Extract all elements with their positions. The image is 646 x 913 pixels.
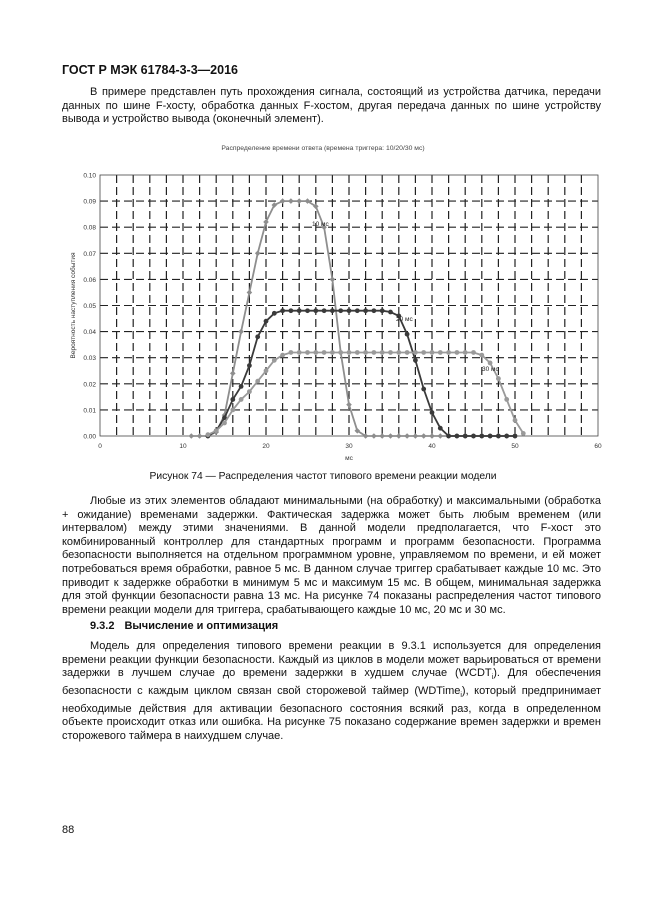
data-point xyxy=(230,397,235,402)
data-point xyxy=(230,371,236,377)
x-tick-label: 40 xyxy=(428,443,436,450)
y-tick-label: 0.08 xyxy=(83,224,96,232)
data-point xyxy=(446,434,451,439)
data-point xyxy=(363,308,368,313)
data-point xyxy=(189,433,195,439)
y-tick-label: 0.02 xyxy=(83,381,96,389)
data-point xyxy=(255,379,260,384)
y-tick-label: 0.04 xyxy=(83,329,96,337)
figure-caption: Рисунок 74 — Распределения частот типового времени реакции модели xyxy=(149,471,497,482)
data-point xyxy=(521,431,526,436)
data-point xyxy=(463,434,468,439)
x-axis-label: мс xyxy=(345,455,353,462)
data-point xyxy=(471,434,476,439)
data-point xyxy=(247,389,252,394)
y-tick-label: 0.01 xyxy=(83,407,96,415)
y-axis-label: Вероятность наступления события xyxy=(70,252,77,359)
data-point xyxy=(504,434,509,439)
x-tick-label: 50 xyxy=(511,443,519,450)
y-tick-label: 0.00 xyxy=(83,433,96,441)
data-point xyxy=(388,350,393,355)
data-point xyxy=(372,350,377,355)
data-point xyxy=(239,397,244,402)
data-point xyxy=(206,432,211,437)
chart-series xyxy=(189,198,526,438)
data-point xyxy=(338,308,343,313)
data-point xyxy=(297,350,302,355)
data-point xyxy=(255,251,261,257)
data-point xyxy=(413,350,418,355)
data-point xyxy=(197,433,203,439)
data-point xyxy=(322,350,327,355)
data-point xyxy=(272,311,277,316)
data-point xyxy=(239,384,244,389)
data-point xyxy=(479,353,484,358)
subscript-i: i xyxy=(460,692,462,700)
section-paragraph-part-2: ). Для обеспечения безопасности с каждым циклом связан свой сторожевой таймер (WDTime xyxy=(62,667,601,697)
y-tick-label: 0.09 xyxy=(83,198,96,206)
section-title: Вычисление и оптимизация xyxy=(124,620,279,632)
data-point xyxy=(305,308,310,313)
data-point xyxy=(479,434,484,439)
data-point xyxy=(471,350,476,355)
y-tick-label: 0.07 xyxy=(83,250,96,258)
data-point xyxy=(421,433,427,439)
data-point xyxy=(264,368,269,373)
data-point xyxy=(396,433,402,439)
data-point xyxy=(446,350,451,355)
data-point xyxy=(405,332,410,337)
data-point xyxy=(289,308,294,313)
data-point xyxy=(346,402,352,408)
data-point xyxy=(288,198,294,204)
data-point xyxy=(430,410,435,415)
x-tick-label: 10 xyxy=(179,443,187,450)
data-point xyxy=(513,418,518,423)
section-number: 9.3.2 xyxy=(90,620,115,632)
section-paragraph xyxy=(62,640,601,744)
data-point xyxy=(463,350,468,355)
series-label: 20 мс xyxy=(396,316,413,323)
data-point xyxy=(313,308,318,313)
data-point xyxy=(513,434,518,439)
data-point xyxy=(313,350,318,355)
data-point xyxy=(421,350,426,355)
x-tick-label: 60 xyxy=(594,443,602,450)
page-number: 88 xyxy=(62,824,75,836)
subscript-i: i xyxy=(491,674,494,682)
data-point xyxy=(388,310,393,315)
data-point xyxy=(455,434,460,439)
data-point xyxy=(338,350,343,355)
data-point xyxy=(280,308,285,313)
data-point xyxy=(305,350,310,355)
data-point xyxy=(405,350,410,355)
data-point xyxy=(230,408,235,413)
document-header: ГОСТ Р МЭК 61784-3-3—2016 xyxy=(62,63,238,77)
data-point xyxy=(280,353,285,358)
data-point xyxy=(247,363,252,368)
data-point xyxy=(438,433,444,439)
data-point xyxy=(297,308,302,313)
data-point xyxy=(238,329,244,335)
data-point xyxy=(363,350,368,355)
series-line xyxy=(208,311,515,436)
data-point xyxy=(438,426,443,431)
data-point xyxy=(214,428,219,433)
data-point xyxy=(322,308,327,313)
data-point xyxy=(372,308,377,313)
data-point xyxy=(347,308,352,313)
data-point xyxy=(421,387,426,392)
y-tick-label: 0.06 xyxy=(83,276,96,284)
data-point xyxy=(504,397,509,402)
data-point xyxy=(380,308,385,313)
section-heading xyxy=(90,620,278,632)
data-point xyxy=(380,350,385,355)
chart-grid xyxy=(100,175,598,436)
chart-labels xyxy=(69,173,602,463)
x-tick-label: 0 xyxy=(98,443,102,450)
data-point xyxy=(355,350,360,355)
data-point xyxy=(488,361,493,366)
data-point xyxy=(429,433,435,439)
data-point xyxy=(272,358,277,363)
data-point xyxy=(438,350,443,355)
data-point xyxy=(255,334,260,339)
x-tick-label: 30 xyxy=(345,443,353,450)
section-paragraph-part-3: ), который предпринимает необходимые действия для активации безопасного состояния всякий раз, когда в определенном объекте происходит отказ или ошибка. На рисунке 75 показано содержание времен задержки и времен сторожевого таймера в наихудшем случае. xyxy=(62,684,601,742)
section-paragraph-part-1: Модель для определения типового времени реакции в 9.3.1 используется для определения времени реакции функции безопасности. Каждый из циклов в модели может варьироваться от времени задержки в лучшем случае до времени задержки в худшем случае (WCDT xyxy=(62,640,601,680)
data-point xyxy=(371,433,377,439)
data-point xyxy=(296,198,302,204)
data-point xyxy=(455,350,460,355)
data-point xyxy=(404,433,410,439)
data-point xyxy=(413,358,418,363)
data-point xyxy=(496,434,501,439)
data-point xyxy=(388,433,394,439)
data-point xyxy=(496,376,501,381)
y-tick-label: 0.03 xyxy=(83,355,96,363)
series-label: 10 мс xyxy=(312,221,329,228)
data-point xyxy=(379,433,385,439)
data-point xyxy=(396,350,401,355)
intro-paragraph: В примере представлен путь прохождения сигнала, состоящий из устройства датчика, передачи данных по шине F-хосту, обработка данных F-хостом, другая передача данных по шине устройству вывода и устройство вывода (оконечный элемент). xyxy=(62,86,601,126)
data-point xyxy=(430,350,435,355)
data-point xyxy=(355,308,360,313)
data-point xyxy=(280,198,286,204)
data-point xyxy=(222,421,227,426)
data-point xyxy=(330,277,336,283)
x-tick-label: 20 xyxy=(262,443,270,450)
data-point xyxy=(330,350,335,355)
y-tick-label: 0.10 xyxy=(83,172,96,180)
series-label: 30 мс xyxy=(482,366,499,373)
chart-title: Распределение времени ответа (времена триггера: 10/20/30 мс) xyxy=(221,145,425,152)
data-point xyxy=(347,350,352,355)
data-point xyxy=(264,319,269,324)
data-point xyxy=(247,290,253,296)
data-point xyxy=(330,308,335,313)
data-point xyxy=(289,350,294,355)
data-point xyxy=(488,434,493,439)
y-tick-label: 0.05 xyxy=(83,303,96,310)
body-paragraph: Любые из этих элементов обладают минимальными (на обработку) и максимальными (обработка + ожидание) временами задержки. Фактическая задержка может быть любым временем (или интервалом) между этими значениями. В данной модели предполагается, что F-хост это комбинированный контроллер для стандартных программ и программ безопасности. Программа безопасности выполняется на отдельном программном уровне, управляемом по времени, и ей может потребоваться время обработки, равное 5 мс. В данном случае триггер срабатывает каждые 10 мс. Это приводит к задержке обработки в минимум 5 мс и максимум 15 мс. В общем, минимальная задержка для этой функции безопасности равна 13 мс. На рисунке 74 показаны распределения частот типового времени реакции модели для триггера, срабатывающего каждые 10 мс, 20 мс и 30 мс. xyxy=(62,495,601,616)
data-point xyxy=(413,433,419,439)
